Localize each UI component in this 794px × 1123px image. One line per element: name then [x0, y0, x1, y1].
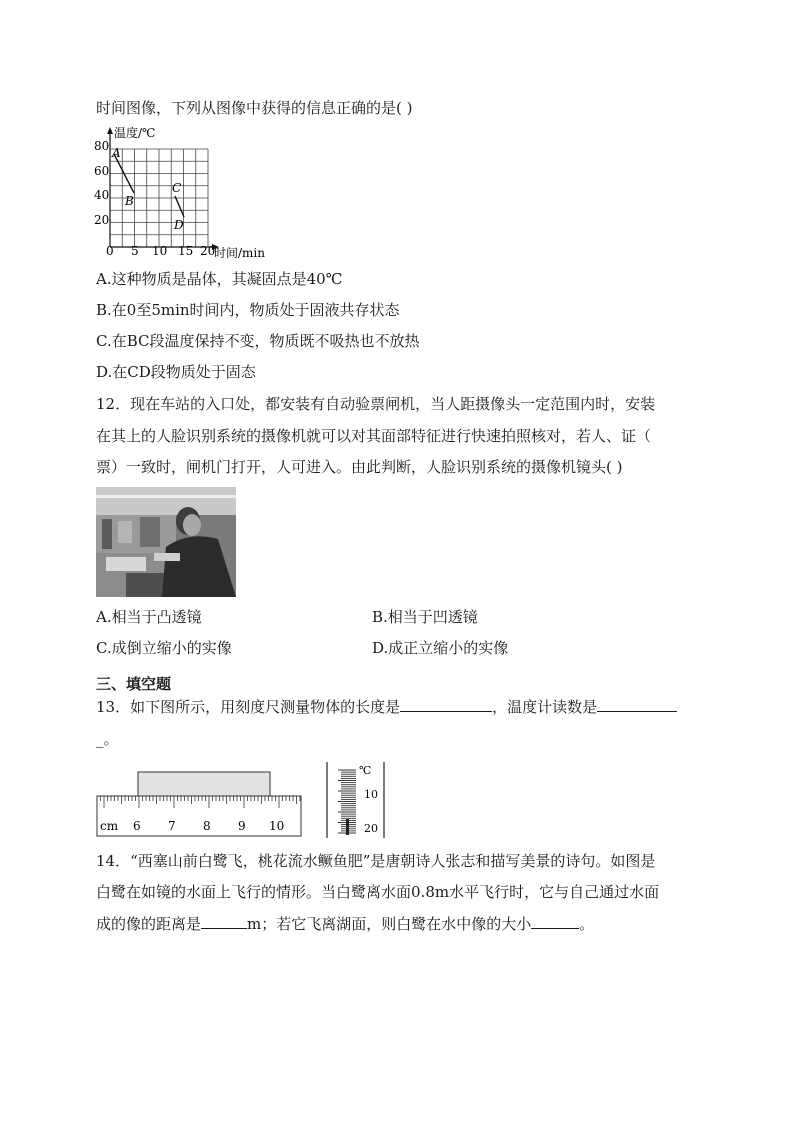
q12-option-a: A.相当于凸透镜: [96, 608, 202, 626]
graph-point-label: C: [172, 181, 182, 195]
q12-option-c: C.成倒立缩小的实像: [96, 639, 232, 657]
q13-line-1: [96, 695, 677, 718]
q11-option-a: A.这种物质是晶体，其凝固点是40℃: [96, 270, 343, 288]
graph-point-label: B: [125, 194, 134, 208]
graph-point-label: A: [112, 146, 121, 160]
graph-x-tick: 5: [131, 244, 139, 258]
graph-x-tick: 15: [178, 244, 194, 258]
q11-stem: 时间图像，下列从图像中获得的信息正确的是( ): [96, 99, 413, 117]
q13-line-2: _。: [96, 730, 119, 748]
graph-x-label: 时间/min: [214, 246, 265, 260]
graph-y-tick: 80: [94, 139, 110, 153]
q13-thermometer: [324, 760, 388, 840]
thermometer-label: 10: [364, 788, 378, 801]
thermometer-liquid: [346, 819, 349, 835]
q13-text-a: 13．如下图所示，用刻度尺测量物体的长度是: [96, 698, 401, 716]
ruler-tick-label: 9: [238, 819, 246, 833]
graph-y-tick: 60: [94, 164, 110, 178]
q11-option-b: B.在0至5min时间内，物质处于固液共存状态: [96, 301, 400, 319]
q13-temp-blank[interactable]: [597, 695, 677, 712]
graph-x-tick: 20: [200, 244, 216, 258]
graph-y-label: 温度/℃: [114, 126, 156, 140]
q11-temperature-time-graph: [92, 124, 282, 264]
q14-line-3: [96, 912, 594, 935]
measured-object: [138, 772, 270, 798]
q11-option-c: C.在BC段温度保持不变，物质既不吸热也不放热: [96, 332, 420, 350]
section-title: 三、填空题: [96, 675, 172, 693]
thermometer-unit: ℃: [359, 764, 372, 777]
ruler-tick-label: 8: [203, 819, 211, 833]
graph-segment-cd: [175, 196, 184, 217]
q11-option-d: D.在CD段物质处于固态: [96, 363, 256, 381]
ruler-tick-label: 10: [269, 819, 285, 833]
q12-option-d: D.成正立缩小的实像: [372, 639, 509, 657]
q14-size-blank[interactable]: [531, 912, 579, 929]
q13-ruler: [96, 768, 302, 838]
q12-line-2: 在其上的人脸识别系统的摄像机就可以对其面部特征进行快速拍照核对，若人、证（: [96, 427, 652, 445]
graph-y-tick: 20: [94, 213, 110, 227]
graph-x-tick: 0: [106, 244, 114, 258]
thermometer-label: 20: [364, 822, 378, 835]
graph-point-label: D: [174, 218, 184, 232]
q12-option-b: B.相当于凹透镜: [372, 608, 478, 626]
q14-text-a: 成的像的距离是: [96, 915, 202, 933]
q14-text-c: 。: [579, 915, 595, 933]
q12-photo: [96, 487, 236, 597]
ruler-tick-label: 6: [133, 819, 141, 833]
q12-line-1: 12．现在车站的入口处，都安装有自动验票闸机，当人距摄像头一定范围内时，安装: [96, 395, 656, 413]
graph-y-tick: 40: [94, 188, 110, 202]
q14-text-b: m；若它飞离湖面，则白鹭在水中像的大小: [247, 915, 532, 933]
ruler-tick-label: 7: [168, 819, 176, 833]
q14-distance-blank[interactable]: [201, 912, 247, 929]
graph-x-tick: 10: [152, 244, 168, 258]
q13-text-b: ，温度计读数是: [492, 698, 598, 716]
q13-length-blank[interactable]: [400, 695, 492, 712]
q14-line-2: 白鹭在如镜的水面上飞行的情形。当白鹭离水面0.8m水平飞行时，它与自己通过水面: [96, 883, 660, 901]
q12-line-3: 票）一致时，闸机门打开，人可进入。由此判断，人脸识别系统的摄像机镜头( ): [96, 458, 623, 476]
ruler-unit: cm: [100, 819, 119, 833]
q14-line-1: 14．“西塞山前白鹭飞，桃花流水鳜鱼肥”是唐朝诗人张志和描写美景的诗句。如图是: [96, 852, 656, 870]
